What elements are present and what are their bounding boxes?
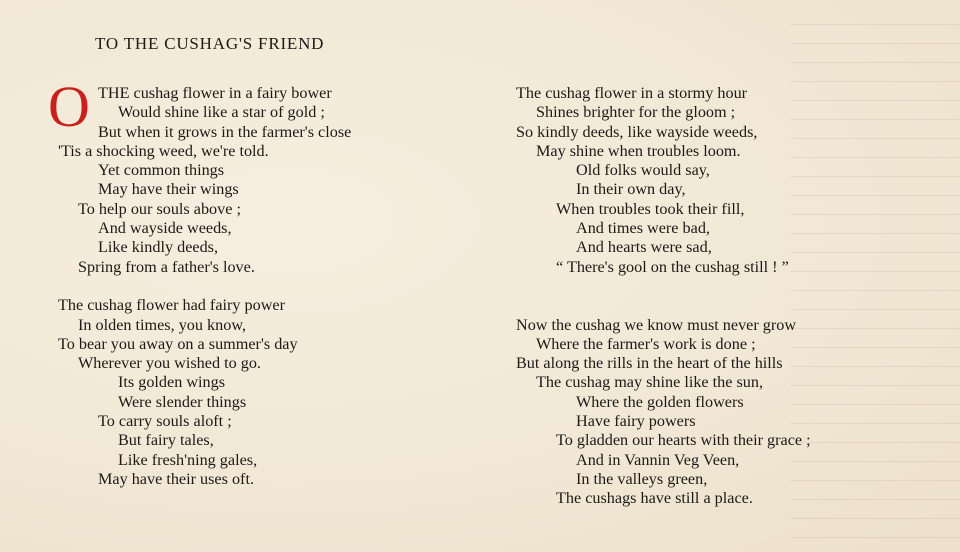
poem-line: When troubles took their fill, xyxy=(556,199,745,218)
poem-line: In the valleys green, xyxy=(576,469,708,488)
poem-line: THE cushag flower in a fairy bower xyxy=(98,84,332,102)
poem-line: Where the farmer's work is done ; xyxy=(536,334,756,353)
right-column xyxy=(516,84,916,509)
poem-line: In olden times, you know, xyxy=(78,315,246,334)
poem-line: To bear you away on a summer's day xyxy=(58,334,298,353)
stanza-gap xyxy=(516,296,916,315)
poem-line: “ There's gool on the cushag still ! ” xyxy=(556,257,789,276)
poem-line: May shine when troubles loom. xyxy=(536,141,741,160)
poem-line: Like kindly deeds, xyxy=(98,238,219,257)
poem-line: To carry souls aloft ; xyxy=(98,412,232,431)
poem-line: But fairy tales, xyxy=(118,431,214,450)
poem-line: And in Vannin Veg Veen, xyxy=(576,450,740,469)
poem-line: 'Tis a shocking weed, we're told. xyxy=(58,141,269,160)
poem-title: TO THE CUSHAG'S FRIEND xyxy=(95,34,325,53)
stanza-gap xyxy=(58,277,458,296)
poem-line: Old folks would say, xyxy=(576,161,710,180)
poem-line: Like fresh'ning gales, xyxy=(118,450,258,469)
poem-line: The cushag flower had fairy power xyxy=(58,296,285,315)
poem-line: Yet common things xyxy=(98,161,225,180)
poem-line: So kindly deeds, like wayside weeds, xyxy=(516,122,758,141)
poem-line: Its golden wings xyxy=(118,373,226,392)
poem-line: May have their uses oft. xyxy=(98,469,254,488)
poem-line: But along the rills in the heart of the hills xyxy=(516,354,783,373)
poem-line: Spring from a father's love. xyxy=(78,257,255,276)
poem-line: Wherever you wished to go. xyxy=(78,354,261,373)
poem-line: And hearts were sad, xyxy=(576,238,712,257)
poem-line: To help our souls above ; xyxy=(78,199,241,218)
poem-line: Would shine like a star of gold ; xyxy=(118,103,325,122)
poem-line: But when it grows in the farmer's close xyxy=(98,122,352,141)
poem-line: In their own day, xyxy=(576,180,686,199)
poem-line: Where the golden flowers xyxy=(576,392,744,411)
stanza-gap xyxy=(516,277,916,296)
poem-line: To gladden our hearts with their grace ; xyxy=(556,431,811,450)
poem-line: Shines brighter for the gloom ; xyxy=(536,103,736,122)
poem-line: The cushag flower in a stormy hour xyxy=(516,84,748,102)
poem-line: And times were bad, xyxy=(576,219,710,238)
poem-line: And wayside weeds, xyxy=(98,219,232,238)
drop-cap: O xyxy=(48,74,90,139)
poem-line: The cushag may shine like the sun, xyxy=(536,373,764,392)
poem-line: Were slender things xyxy=(118,392,247,411)
poem-line: The cushags have still a place. xyxy=(556,489,753,508)
poem-line: May have their wings xyxy=(98,180,239,199)
poem-line: Have fairy powers xyxy=(576,412,696,431)
poem-line: Now the cushag we know must never grow xyxy=(516,315,797,334)
left-column xyxy=(58,84,458,489)
